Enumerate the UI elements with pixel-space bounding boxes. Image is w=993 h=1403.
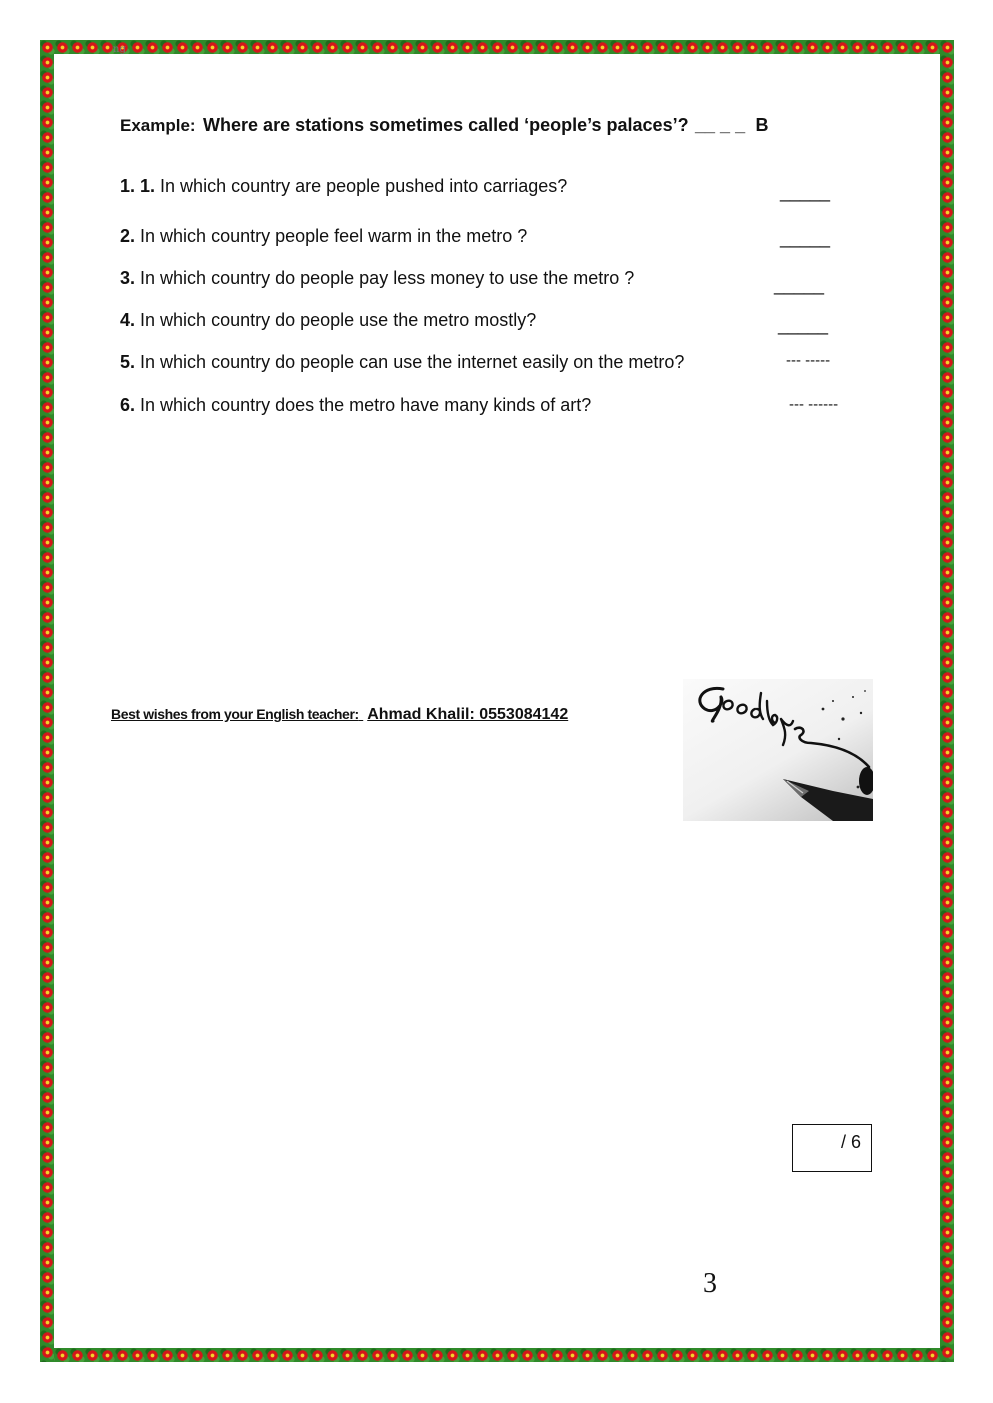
question-number: 2. [120,226,136,246]
example-label: Example: [120,116,196,135]
example-blank: __ _ _ [695,115,746,135]
header-mark: ng [113,44,126,55]
question-4 [120,310,536,331]
decorative-border-left [40,40,54,1362]
goodbye-pen-icon [683,679,873,821]
decorative-border-bottom [40,1348,954,1362]
answer-blank-3[interactable]: _____ [774,275,825,295]
goodbye-illustration [683,679,873,821]
answer-blank-2[interactable]: _____ [780,228,831,248]
example-question: Where are stations sometimes called ‘people’s palaces’? [203,115,689,135]
question-number: 3. [120,268,136,288]
answer-blank-6[interactable]: --- ------ [789,396,839,413]
teacher-signature-line [111,706,568,724]
question-number: 1. 1. [120,176,156,196]
decorative-border-right [940,40,954,1362]
question-number: 6. [120,395,136,415]
question-3 [120,268,634,289]
decorative-border-top [40,40,954,54]
question-text: In which country are people pushed into carriages? [160,176,568,196]
teacher-contact: Ahmad Khalil: 0553084142 [367,706,569,723]
question-text: In which country does the metro have many kinds of art? [140,395,592,415]
example-answer: B [755,115,769,135]
question-text: In which country people feel warm in the metro ? [140,226,528,246]
answer-blank-4[interactable]: _____ [778,315,829,335]
score-box [792,1124,872,1172]
question-text: In which country do people can use the internet easily on the metro? [140,352,685,372]
question-1 [120,176,567,197]
question-5 [120,352,684,373]
page-number: 3 [703,1268,717,1299]
question-number: 4. [120,310,136,330]
question-text: In which country do people use the metro mostly? [140,310,537,330]
question-2 [120,226,527,247]
best-wishes-text: Best wishes from your English teacher: [111,706,359,722]
score-total: / 6 [840,1132,861,1152]
example-line [120,115,769,136]
answer-blank-5[interactable]: --- ----- [786,352,831,369]
question-text: In which country do people pay less money to use the metro ? [140,268,635,288]
answer-blank-1[interactable]: _____ [780,182,831,202]
question-number: 5. [120,352,136,372]
question-6 [120,395,591,416]
